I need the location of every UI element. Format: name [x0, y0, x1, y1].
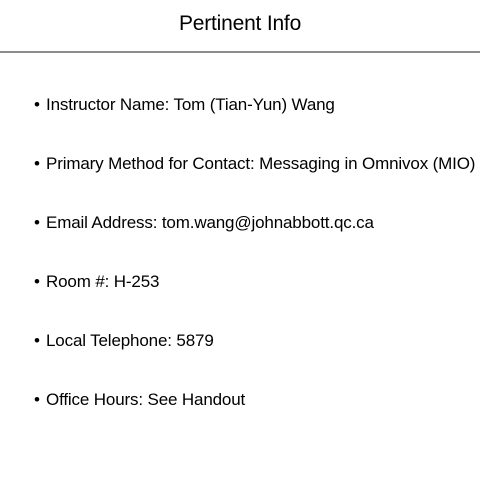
bullet-icon: • — [34, 331, 40, 350]
room-text: Room #: H-253 — [46, 272, 160, 291]
contact-method-text: Primary Method for Contact: Messaging in Omnivox (MIO) — [46, 154, 476, 173]
bullet-icon: • — [34, 213, 40, 232]
bullet-icon: • — [34, 95, 40, 114]
bullet-icon: • — [34, 272, 40, 291]
list-item-telephone — [34, 330, 475, 389]
bullet-icon: • — [34, 154, 40, 173]
list-item-email — [34, 212, 475, 271]
email-address-text: Email Address: tom.wang@johnabbott.qc.ca — [46, 213, 374, 232]
list-item-instructor — [34, 94, 475, 153]
info-list — [34, 94, 475, 448]
title-divider — [0, 51, 480, 53]
slide-title: Pertinent Info — [178, 12, 302, 35]
telephone-text: Local Telephone: 5879 — [46, 331, 214, 350]
office-hours-text: Office Hours: See Handout — [46, 390, 246, 409]
list-item-office-hours — [34, 389, 475, 448]
bullet-icon: • — [34, 390, 40, 409]
instructor-name-text: Instructor Name: Tom (Tian-Yun) Wang — [46, 95, 335, 114]
list-item-room — [34, 271, 475, 330]
list-item-contact-method — [34, 153, 475, 212]
